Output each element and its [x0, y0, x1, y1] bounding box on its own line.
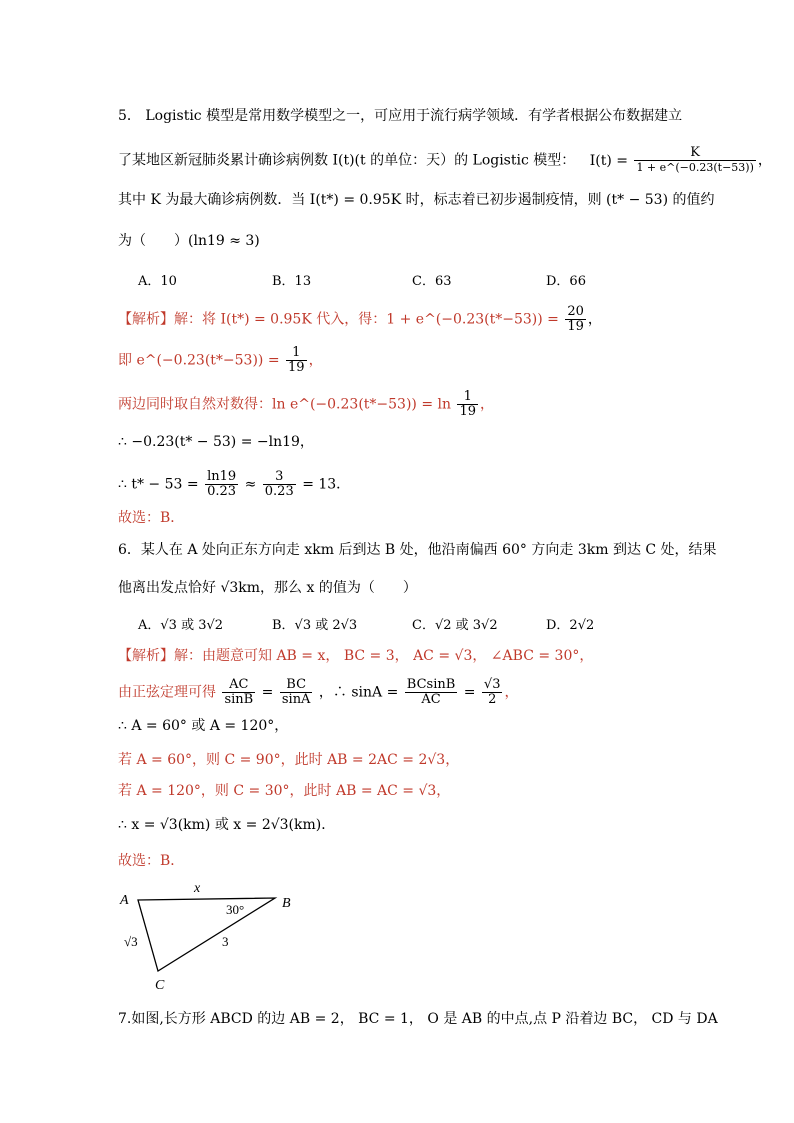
q5-sol-3-num: 1 — [457, 390, 478, 405]
label-c: C — [155, 978, 165, 993]
label-a: A — [120, 893, 129, 908]
q5-sol-label: 【解析】 — [118, 311, 174, 328]
q5-sol-2-num: 1 — [286, 346, 307, 361]
q6-sol-1 — [118, 646, 593, 666]
q5-option-b[interactable]: B．13 — [272, 274, 312, 289]
q6-sol-2-fraction-1 — [222, 678, 255, 707]
q6-line-2: 他离出发点恰好 √3km，那么 x 的值为（ ） — [118, 580, 417, 596]
q5-sol-5-num-1: ln19 — [207, 469, 237, 484]
q6-option-a[interactable]: A．√3 或 3√2 — [138, 618, 224, 633]
q5-sol-1: 【解析】解：将 I(t*) = 0.95K 代入，得：1 + e^(−0.23(t*−53)) = $\frac{20}{19}$ ， — [118, 304, 602, 334]
q5-sol-1-den: 19 — [567, 319, 584, 334]
q5-sol-3-fraction — [457, 390, 478, 419]
q7-line-1: 7.如图,长方形 ABCD 的边 AB = 2， BC = 1， O 是 AB 的中点,点 P 沿着边 BC， CD 与 DA — [118, 1011, 718, 1027]
q6-sol-1-text: 解：由题意可知 AB = x， BC = 3， AC = √3， ∠ABC = 30°， — [174, 648, 594, 664]
label-angle: 30° — [226, 902, 245, 917]
q5-sol-1-num: 20 — [567, 304, 584, 319]
q5-sol-5-den-2: 0.23 — [264, 484, 294, 499]
q6-sol-2-mid: ，∴ sinA = — [318, 684, 399, 701]
q5-sol-4: ∴ −0.23(t* − 53) = −ln19， — [118, 434, 314, 450]
q6-frac2-num: BC — [280, 678, 313, 693]
q5-sol-3-den: 19 — [459, 404, 477, 419]
q6-line-1: 6．某人在 A 处向正东方向走 xkm 后到达 B 处，他沿南偏西 60° 方向走 3km 到达 C 处，结果 — [118, 542, 717, 558]
q6-option-d[interactable]: D．2√2 — [546, 618, 595, 633]
q5-sol-5-fraction-1 — [205, 470, 238, 499]
q6-sol-2-eq2: = — [463, 684, 476, 701]
q5-sol-5-num-2: 3 — [263, 470, 296, 485]
q6-sol-2-fraction-3 — [405, 678, 458, 707]
q6-frac1-den: sinB — [224, 692, 254, 707]
q5-sol-2-fraction — [286, 346, 307, 375]
triangle-figure — [110, 874, 310, 994]
q5-sol-5-den-1: 0.23 — [207, 484, 237, 499]
q5-model-denominator: 1 + e^(−0.23(t−53)) — [636, 161, 754, 174]
q5-sol-1-text: 解：将 I(t*) = 0.95K 代入，得：1 + e^(−0.23(t*−53)) = — [174, 311, 559, 328]
q5-sol-3: 两边同时取自然对数得：ln e^(−0.23(t*−53)) = ln $\frac{1}{19}$ ， — [118, 389, 495, 419]
q5-line-3: 其中 K 为最大确诊病例数．当 I(t*) = 0.95K 时，标志着已初步遏制疫情，则 (t* − 53) 的值约 — [118, 192, 715, 208]
q5-model-fraction — [634, 146, 755, 175]
q5-line-2-text: 了某地区新冠肺炎累计确诊病例数 I(t)(t 的单位：天）的 Logistic 模型： — [118, 152, 576, 169]
q6-frac3-den: AC — [421, 692, 441, 707]
label-b: B — [282, 896, 291, 911]
label-bc: 3 — [222, 934, 229, 949]
q6-frac3-num: BCsinB — [406, 677, 456, 692]
q6-sol-2: 由正弦定理可得 $\frac{AC}{\sin B}$ = $\frac{BC}{\sin A}$ ，∴ sinA = $\frac{BCsinB}{AC}$ = $\frac{√3}{2}$ ， — [118, 677, 519, 707]
q5-option-c[interactable]: C．63 — [412, 274, 452, 289]
q5-sol-2: 即 e^(−0.23(t*−53)) = $\frac{1}{19}$ ， — [118, 345, 323, 375]
q5-sol-5 — [118, 470, 350, 499]
label-ac: √3 — [124, 934, 138, 949]
q6-sol-2-fraction-2 — [280, 678, 313, 707]
q6-sol-4: 若 A = 60°，则 C = 90°，此时 AB = 2AC = 2√3， — [118, 752, 460, 768]
q6-frac2-den: sinA — [281, 692, 311, 707]
q6-frac1-num: AC — [222, 678, 255, 693]
q5-line-1: 5． Logistic 模型是常用数学模型之一，可应用于流行病学领域．有学者根据公布数据建立 — [118, 108, 683, 124]
q5-line-4: 为（ ）(ln19 ≈ 3) — [118, 233, 260, 249]
q6-option-b[interactable]: B．√3 或 2√3 — [272, 618, 358, 633]
q5-sol-5-lhs: ∴ t* − 53 = — [118, 476, 199, 493]
q5-line-2: 了某地区新冠肺炎累计确诊病例数 I(t)(t 的单位：天）的 Logistic 模型： I(t) = $\frac{K}{1 + e\^{}(-0.23(t-53))}$ ， — [118, 145, 772, 174]
q6-sol-2-fraction-4 — [482, 678, 503, 707]
q6-sol-5: 若 A = 120°，则 C = 30°，此时 AB = AC = √3， — [118, 783, 451, 799]
q5-sol-5-fraction-2 — [263, 470, 296, 499]
q5-model-lhs: I(t) = — [589, 152, 628, 169]
q6-frac4-den: 2 — [488, 692, 497, 707]
q6-sol-2-text: 由正弦定理可得 — [118, 684, 216, 701]
q6-sol-6: ∴ x = √3(km) 或 x = 2√3(km)． — [118, 817, 336, 833]
q5-option-d[interactable]: D．66 — [546, 274, 586, 289]
q6-option-c[interactable]: C．√2 或 3√2 — [412, 618, 498, 633]
q5-sol-5-approx: ≈ — [244, 476, 257, 493]
q5-sol-3-text: 两边同时取自然对数得：ln e^(−0.23(t*−53)) = ln — [118, 396, 452, 413]
q6-answer: 故选：B． — [118, 853, 185, 869]
label-x: x — [194, 881, 201, 896]
q5-option-a[interactable]: A．10 — [138, 274, 177, 289]
q6-sol-label: 【解析】 — [118, 648, 174, 664]
q5-model-numerator: K — [634, 146, 755, 161]
triangle-abc — [138, 898, 275, 971]
q6-sol-3: ∴ A = 60° 或 A = 120°， — [118, 718, 289, 734]
q5-sol-2-text: 即 e^(−0.23(t*−53)) = — [118, 352, 280, 369]
q6-frac4-num: √3 — [483, 677, 501, 692]
q5-sol-2-den: 19 — [288, 360, 305, 375]
q5-sol-5-result: = 13． — [302, 476, 351, 493]
q5-sol-1-fraction — [565, 305, 586, 334]
q6-sol-2-eq: = — [261, 684, 274, 701]
q5-answer: 故选：B． — [118, 510, 185, 526]
